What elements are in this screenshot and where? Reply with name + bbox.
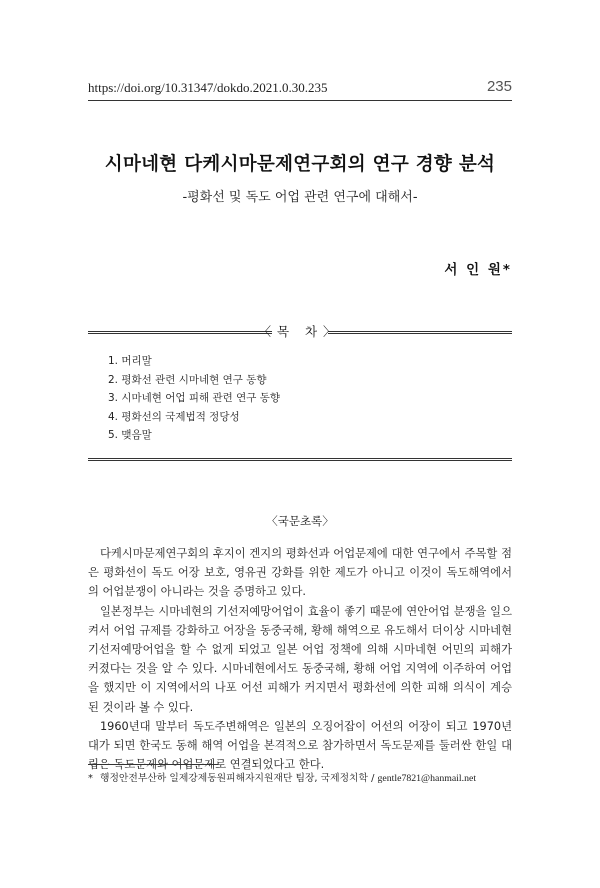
toc-item[interactable]: 4. 평화선의 국제법적 정당성 (108, 410, 240, 423)
doi-link[interactable]: https://doi.org/10.31347/dokdo.2021.0.30.235 (88, 80, 328, 95)
running-header (88, 78, 512, 100)
author-email[interactable]: gentle7821@hanmail.net (377, 773, 477, 784)
paper-subtitle: -평화선 및 독도 어업 관련 연구에 대해서- (182, 190, 418, 205)
toc-item[interactable]: 5. 맺음말 (108, 429, 152, 441)
abstract-body (88, 544, 512, 774)
header-rule (88, 100, 512, 101)
paper-title: 시마네현 다케시마문제연구회의 연구 경향 분석 (104, 154, 496, 175)
toc-item[interactable]: 1. 머리말 (108, 355, 152, 367)
toc-header (88, 322, 512, 342)
footnote-text: 행정안전부산하 일제강제동원피해자지원재단 팀장, 국제정치학 / (100, 773, 378, 784)
toc-list (108, 352, 280, 445)
toc-item[interactable]: 3. 시마네현 어업 피해 관련 연구 동향 (108, 392, 281, 404)
toc-label: 〈목 차〉 (258, 324, 342, 339)
page-number: 235 (486, 78, 512, 95)
footnote-rule (88, 764, 218, 765)
toc-header-rule-right (328, 331, 512, 334)
author-footnote (88, 770, 512, 784)
toc-item[interactable]: 2. 평화선 관련 시마네현 연구 동향 (108, 373, 267, 386)
author-name: 서 인 원* (444, 262, 512, 278)
toc-bottom-rule (88, 458, 512, 461)
abstract-paragraph: 1960년대 말부터 독도주변해역은 일본의 오징어잡이 어선의 어장이 되고 1970년대가 되면 한국도 동해 해역 어업을 본격적으로 참가하면서 독도문제를 둘러싼 한일 대립은 독도문제와 어업문제로 연결되었다고 한다. (88, 719, 512, 772)
abstract-paragraph: 다케시마문제연구회의 후지이 겐지의 평화선과 어업문제에 대한 연구에서 주목할 점은 평화선이 독도 어장 보호, 영유권 강화를 위한 제도가 아니고 이것이 독도해역에서의 어업분쟁이 아니라는 것을 증명하고 있다. (88, 547, 512, 599)
abstract-title: 〈국문초록〉 (266, 514, 334, 528)
footnote-mark: * (88, 773, 93, 784)
abstract-paragraph: 일본정부는 시마네현의 기선저예망어업이 효율이 좋기 때문에 연안어업 분쟁을 일으켜서 어업 규제를 강화하고 어장을 동중국해, 황해 해역으로 유도해서 더이상 시마네현 기선저예망어업을 할 수 없게 되었고 일본 어업 정책에 의해 시마네현 어민의 피해가 커졌다는 것을 알 수 있다. 시마네현에서도 동중국해, 황해 어업 지역에 이주하여 어업을 했지만 이 지역에서의 나포 어선 피해가 커지면서 평화선에 의한 피해 의식이 계승된 것이라 볼 수 있다. (88, 604, 512, 714)
